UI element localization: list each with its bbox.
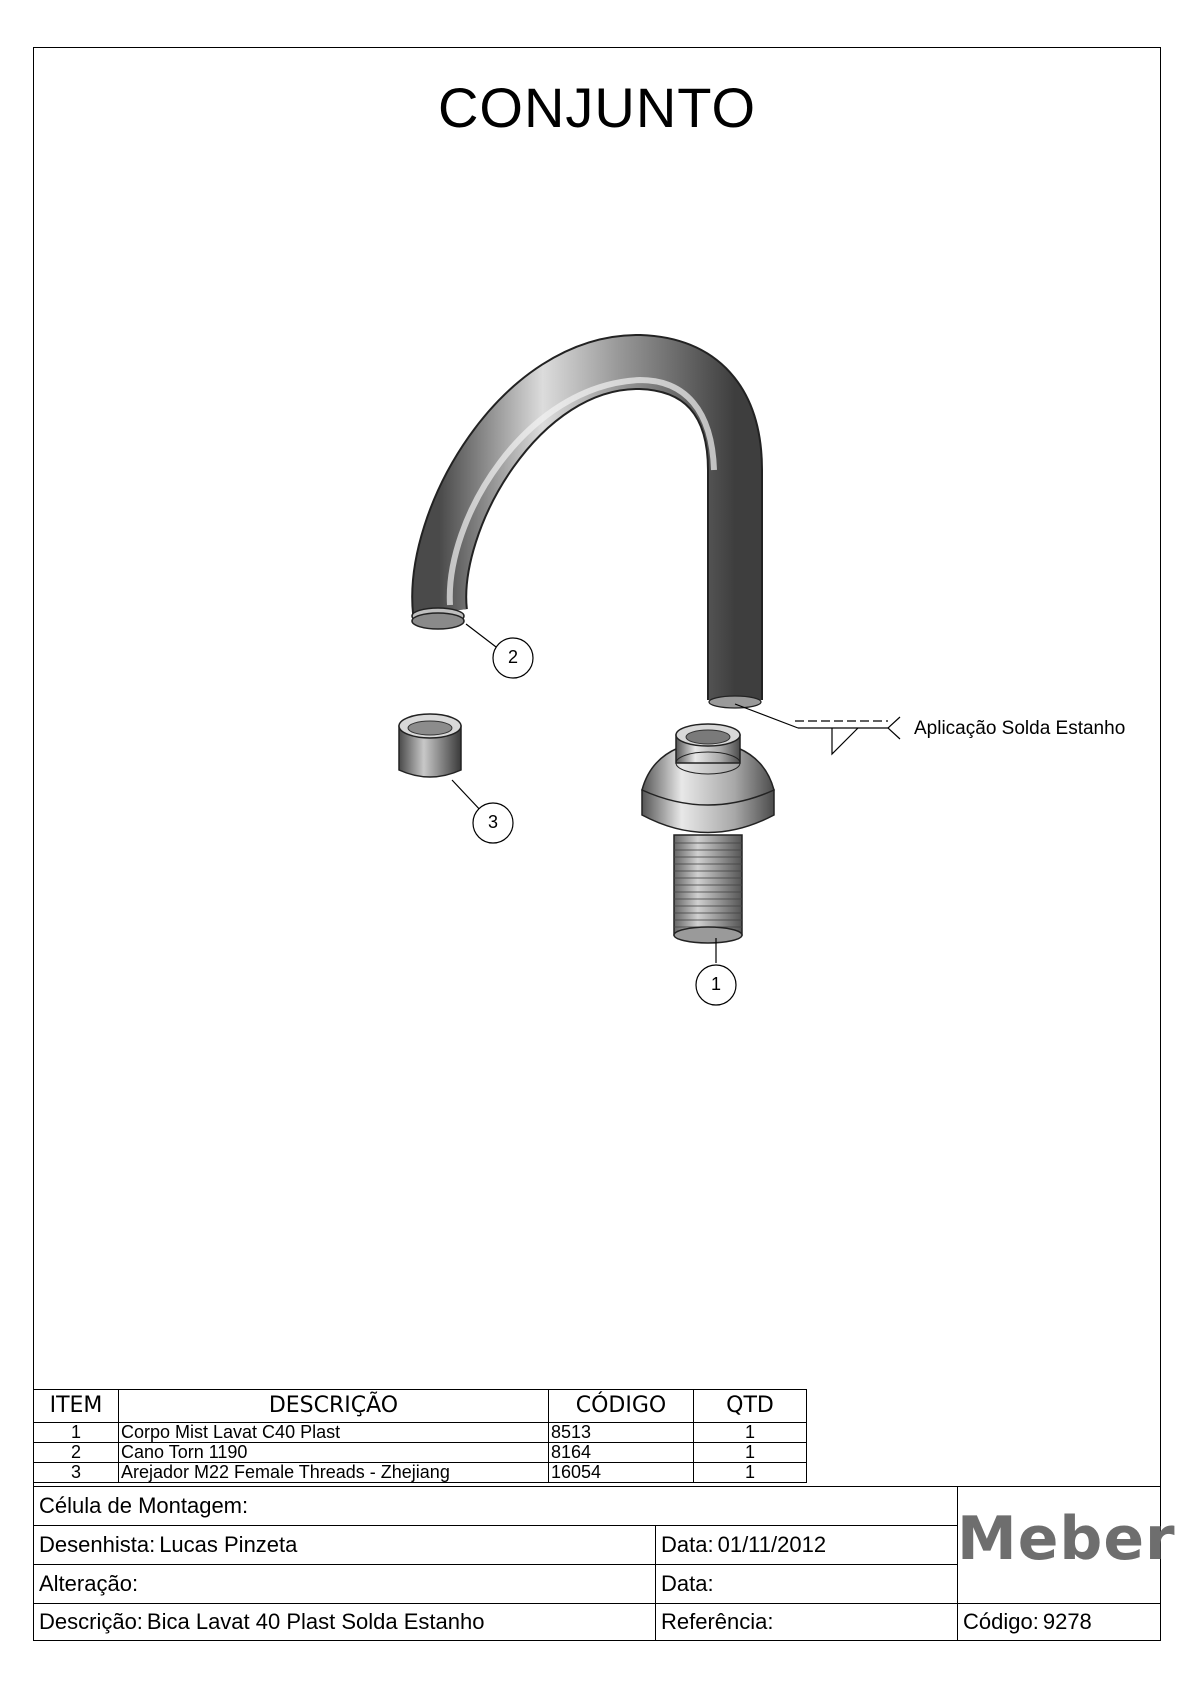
referencia-cell	[655, 1603, 958, 1641]
spout-pipe	[412, 362, 761, 708]
descricao-label: Descrição:	[39, 1609, 143, 1634]
balloon-3-label: 3	[487, 812, 498, 832]
bom-header-codigo: CÓDIGO	[549, 1390, 694, 1423]
weld-callout-text: Aplicação Solda Estanho	[914, 718, 1126, 739]
bom-header-qtd: QTD	[694, 1390, 807, 1423]
desenhista-label: Desenhista:	[39, 1532, 156, 1557]
bom-row	[34, 1443, 807, 1463]
bill-of-materials	[33, 1389, 807, 1483]
data1-cell	[655, 1525, 958, 1565]
title-block	[33, 1486, 1176, 1641]
bom-cell-qtd: 1	[694, 1463, 807, 1483]
bom-cell-qtd: 1	[694, 1423, 807, 1443]
data1-value: 01/11/2012	[717, 1532, 827, 1557]
aerator	[399, 714, 461, 777]
drawing-title: CONJUNTO	[437, 76, 757, 139]
descricao-cell	[33, 1603, 656, 1641]
data2-cell	[655, 1564, 958, 1604]
bom-cell-item: 2	[34, 1443, 119, 1463]
mixer-body	[642, 724, 774, 943]
celula-montagem-label: Célula de Montagem:	[39, 1493, 249, 1518]
celula-montagem-cell	[33, 1486, 958, 1526]
codigo-label: Código:	[963, 1609, 1039, 1634]
descricao-value: Bica Lavat 40 Plast Solda Estanho	[146, 1609, 485, 1634]
bom-header-item: ITEM	[34, 1390, 119, 1423]
bom-cell-qtd: 1	[694, 1443, 807, 1463]
desenhista-cell	[33, 1525, 656, 1565]
bom-row	[34, 1463, 807, 1483]
alteracao-cell	[33, 1564, 656, 1604]
data2-label: Data:	[661, 1571, 714, 1596]
codigo-cell	[957, 1603, 1161, 1641]
bom-header-row	[34, 1390, 807, 1423]
bom-cell-codigo: 8513	[549, 1423, 694, 1443]
bom-cell-codigo: 8164	[549, 1443, 694, 1463]
referencia-label: Referência:	[661, 1609, 774, 1634]
balloon-2-label: 2	[507, 647, 518, 667]
bom-cell-descricao: Corpo Mist Lavat C40 Plast	[119, 1423, 549, 1443]
bom-header-descricao: DESCRIÇÃO	[119, 1390, 549, 1423]
bom-cell-descricao: Arejador M22 Female Threads - Zhejiang	[119, 1463, 549, 1483]
data1-label: Data:	[661, 1532, 714, 1557]
balloon-1-label: 1	[710, 974, 721, 994]
bom-cell-descricao: Cano Torn 1190	[119, 1443, 549, 1463]
bom-cell-item: 3	[34, 1463, 119, 1483]
desenhista-value: Lucas Pinzeta	[159, 1532, 298, 1557]
bom-row	[34, 1423, 807, 1443]
bom-cell-item: 1	[34, 1423, 119, 1443]
alteracao-label: Alteração:	[39, 1571, 139, 1596]
bom-cell-codigo: 16054	[549, 1463, 694, 1483]
codigo-value: 9278	[1042, 1609, 1092, 1634]
meber-logo: Meber	[957, 1504, 1176, 1574]
